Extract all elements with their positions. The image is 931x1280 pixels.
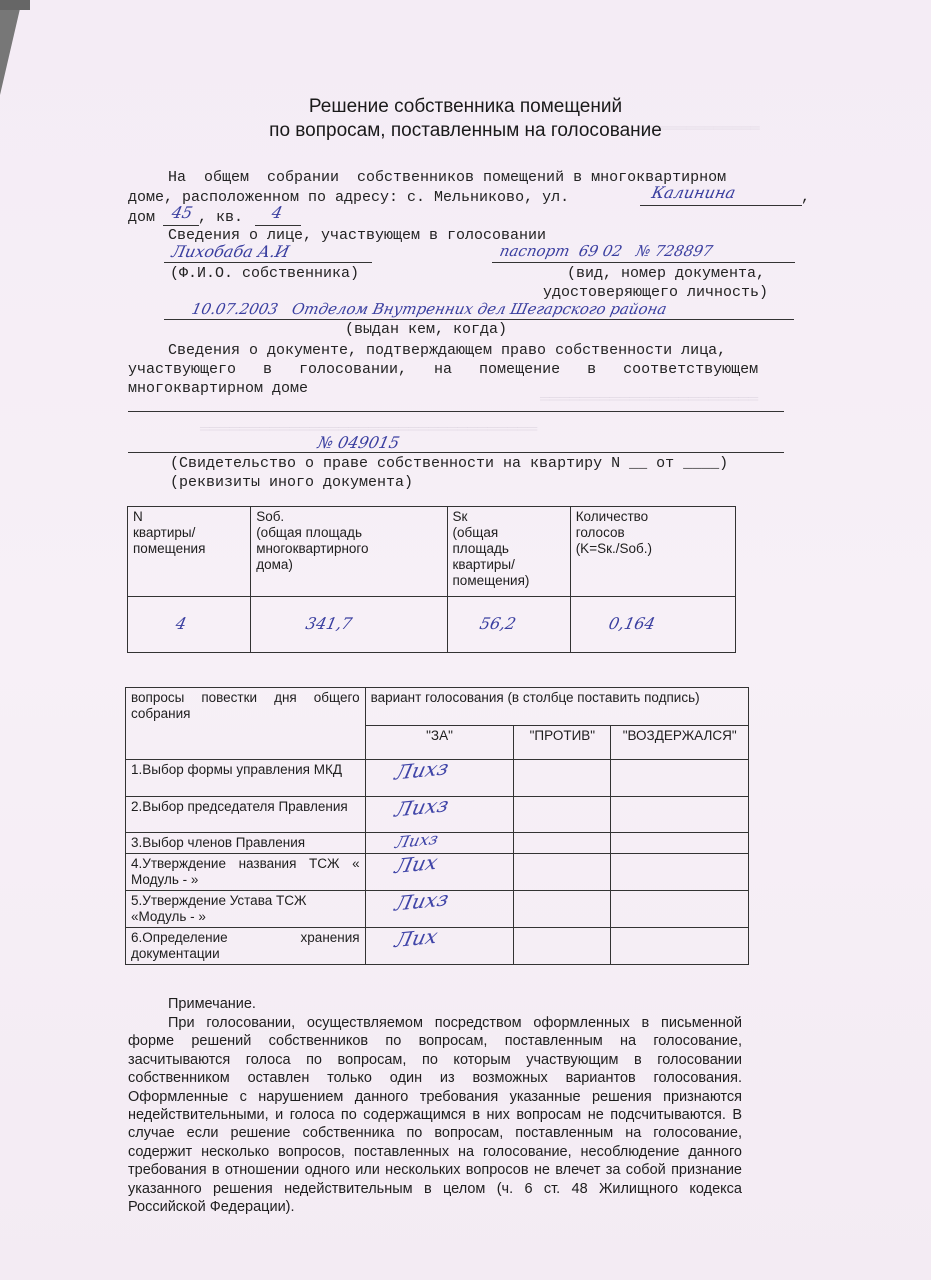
owner-name-underline xyxy=(164,262,372,263)
document-title-line1: Решение собственника помещений xyxy=(308,96,623,117)
header-apartment-number: N квартиры/ помещения xyxy=(128,507,251,597)
signature-6: Лих xyxy=(392,923,440,953)
protiv-cell-5[interactable] xyxy=(514,891,611,928)
area-table-header-row xyxy=(128,507,736,597)
question-2: 2.Выбор председателя Правления xyxy=(126,797,366,833)
voting-option-header: вариант голосования (в столбце поставить подпись) xyxy=(365,688,748,726)
intro-line2: доме, расположенном по адресу: с. Мельниково, ул. xyxy=(128,189,570,206)
ownership-line2: участвующего в голосовании, на помещение в соответствующем xyxy=(128,361,759,378)
signature-3: Лихз xyxy=(393,828,440,853)
apartment-area-value: 56,2 xyxy=(477,614,518,633)
issued-caption: (выдан кем, когда) xyxy=(345,321,508,338)
protiv-cell-4[interactable] xyxy=(514,854,611,891)
area-table-values-row xyxy=(128,597,736,653)
vozderzhalsya-cell-1[interactable] xyxy=(611,760,749,797)
torn-corner xyxy=(0,0,22,95)
bleed-through-decoration-2: ══════════════════════ xyxy=(540,390,759,406)
vote-row xyxy=(126,891,749,928)
note-text: При голосовании, осуществляемом посредством оформленных в письменной форме решений собственников по вопросам, поставленным на голосование, засчитываются голоса по вопросам, по которым участвующим в голосовании собственником оставлен только один из возможных вариантов голосования. Оформленные с нарушением данного требования указанные решения признаются недействительными, и голоса по содержащимся в них вопросам не подсчитываются. В случае если решение собственника по вопросам, поставленным на голосование, содержит несколько вопросов, поставленных на голосование, несоблюдение данного требования в отношении одного или нескольких вопросов не влечет за собой признание указанного решения недействительным в целом (ч. 6 ст. 48 Жилищного кодекса Российской Федерации). xyxy=(128,1015,742,1216)
owner-name-caption: (Ф.И.О. собственника) xyxy=(170,265,360,282)
option-vozderzhalsya: "ВОЗДЕРЖАЛСЯ" xyxy=(611,726,749,760)
questions-header: вопросы повестки дня общего собрания xyxy=(126,688,366,760)
vote-count-value: 0,164 xyxy=(606,614,657,633)
kv-value-handwritten: 4 xyxy=(269,203,285,222)
issued-handwritten: 10.07.2003 Отделом Внутренних дел Шегарского района xyxy=(190,300,669,318)
protiv-cell-2[interactable] xyxy=(514,797,611,833)
ownership-line3: многоквартирном доме xyxy=(128,380,309,397)
option-protiv: "ПРОТИВ" xyxy=(514,726,611,760)
vozderzhalsya-cell-6[interactable] xyxy=(611,928,749,965)
option-za: "ЗА" xyxy=(365,726,514,760)
intro-line1: На общем собрании собственников помещений в многоквартирном xyxy=(168,169,727,186)
dom-value-handwritten: 45 xyxy=(169,203,195,222)
owner-name-handwritten: Лихобаба А.И xyxy=(169,242,292,261)
vozderzhalsya-cell-5[interactable] xyxy=(611,891,749,928)
vote-row xyxy=(126,928,749,965)
building-area-value: 341,7 xyxy=(304,614,355,633)
ownership-line1: Сведения о документе, подтверждающем право собственности лица, xyxy=(168,342,727,359)
note-title: Примечание. xyxy=(168,996,256,1012)
vote-table xyxy=(125,687,749,965)
passport-handwritten: паспорт 69 02 № 728897 xyxy=(498,242,715,260)
vozderzhalsya-cell-4[interactable] xyxy=(611,854,749,891)
header-building-area: Sоб. (общая площадь многоквартирного дома) xyxy=(251,507,447,597)
person-heading: Сведения о лице, участвующем в голосовании xyxy=(168,227,547,244)
ownership-caption-2: (реквизиты иного документа) xyxy=(170,474,414,491)
document-caption-2: удостоверяющего личность) xyxy=(543,284,769,301)
vote-table-header-row xyxy=(126,688,749,726)
question-5: 5.Утверждение Устава ТСЖ «Модуль - » xyxy=(126,891,366,928)
question-3: 3.Выбор членов Правления xyxy=(126,833,366,854)
vote-row xyxy=(126,797,749,833)
ownership-blank-line xyxy=(128,411,784,412)
vote-row xyxy=(126,854,749,891)
signature-1: Лихз xyxy=(392,755,451,785)
area-table xyxy=(127,506,736,653)
signature-4: Лих xyxy=(392,849,440,879)
ownership-number-underline xyxy=(128,452,784,453)
passport-underline xyxy=(492,262,795,263)
vozderzhalsya-cell-3[interactable] xyxy=(611,833,749,854)
document-caption-1: (вид, номер документа, xyxy=(567,265,766,282)
protiv-cell-6[interactable] xyxy=(514,928,611,965)
apartment-number-value: 4 xyxy=(174,614,189,633)
header-apartment-area: Sк (общая площадь квартиры/ помещения) xyxy=(447,507,570,597)
document-title-line2: по вопросам, поставленным на голосование xyxy=(269,120,662,141)
protiv-cell-1[interactable] xyxy=(514,760,611,797)
question-6: 6.Определение хранения документации xyxy=(126,928,366,965)
signature-2: Лихз xyxy=(392,792,451,822)
ownership-number-handwritten: № 049015 xyxy=(315,433,402,452)
ownership-caption-1: (Свидетельство о праве собственности на квартиру N __ от ____) xyxy=(170,455,729,472)
vote-row xyxy=(126,760,749,797)
protiv-cell-3[interactable] xyxy=(514,833,611,854)
dom-label: дом xyxy=(128,209,156,226)
kv-label: , кв. xyxy=(198,209,244,226)
header-vote-count: Количество голосов (K=Sк./Sоб.) xyxy=(570,507,735,597)
bleed-through-decoration-3: ══════════════════════════════════ xyxy=(200,420,538,436)
bleed-through-decoration: ═════════════ xyxy=(640,120,760,135)
vozderzhalsya-cell-2[interactable] xyxy=(611,797,749,833)
signature-5: Лихз xyxy=(392,886,451,916)
question-1: 1.Выбор формы управления МКД xyxy=(126,760,366,797)
torn-corner-edge xyxy=(0,0,30,10)
street-handwritten: Калинина xyxy=(649,183,738,202)
intro-line2-comma: , xyxy=(801,189,811,206)
street-underline xyxy=(640,205,802,206)
question-4: 4.Утверждение названия ТСЖ « Модуль - » xyxy=(126,854,366,891)
